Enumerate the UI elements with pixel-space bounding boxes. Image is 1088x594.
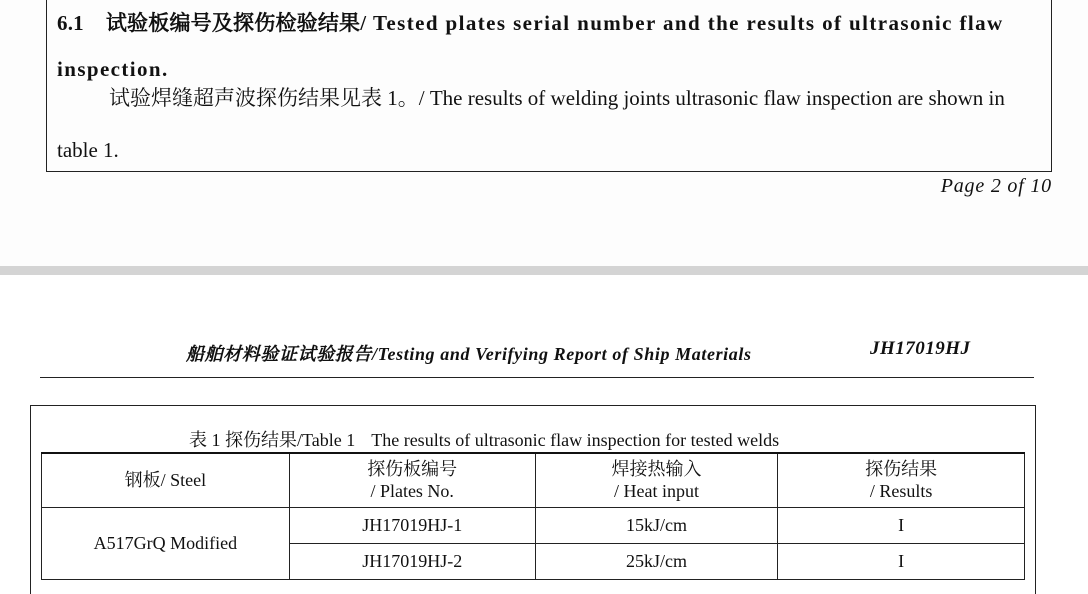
section-title-cn: 试验板编号及探伤检验结果/	[105, 11, 367, 35]
table-caption	[189, 426, 779, 452]
header-results-en: / Results	[869, 481, 933, 502]
section-body-text: 试验焊缝超声波探伤结果见表 1。/ The results of welding joints ultrasonic flaw inspection are shown in table 1.	[57, 86, 1005, 162]
cell-heat-input: 25kJ/cm	[535, 543, 778, 579]
next-page-fragment	[0, 275, 1088, 594]
cell-plate: JH17019HJ-1	[289, 507, 535, 543]
header-steel-label: 钢板/ Steel	[124, 470, 207, 491]
header-rule	[40, 377, 1034, 378]
running-header: 船舶材料验证试验报告/Testing and Verifying Report of Ship Materials	[186, 344, 752, 364]
header-heat-en: / Heat input	[614, 481, 699, 502]
header-plates-no	[289, 453, 535, 507]
table-caption-cn: 表 1 探伤结果/Table 1	[189, 430, 356, 450]
report-code: JH17019HJ	[870, 338, 971, 359]
cell-steel: A517GrQ Modified	[42, 507, 290, 579]
table-row	[42, 507, 1025, 543]
cell-plate: JH17019HJ-2	[289, 543, 535, 579]
header-results-cn: 探伤结果	[865, 459, 938, 480]
table-frame	[30, 405, 1036, 594]
section-title-en: Tested plates serial number and the results of ultrasonic flaw inspection.	[57, 11, 1004, 81]
header-plates-cn: 探伤板编号	[367, 459, 458, 480]
header-heat-input	[535, 453, 778, 507]
cell-result: I	[778, 543, 1025, 579]
page-number: Page 2 of 10	[940, 175, 1052, 197]
cell-result: I	[778, 507, 1025, 543]
page-separator	[0, 266, 1088, 275]
section-box	[46, 0, 1052, 172]
header-plates-en: / Plates No.	[370, 481, 454, 502]
header-heat-cn: 焊接热输入	[611, 459, 702, 480]
header-results	[778, 453, 1025, 507]
table-header-row	[42, 453, 1025, 507]
flaw-inspection-table	[41, 452, 1025, 580]
header-steel	[42, 453, 290, 507]
previous-page-fragment	[0, 0, 1088, 266]
section-number: 6.1	[57, 11, 84, 35]
cell-heat-input: 15kJ/cm	[535, 507, 778, 543]
table-caption-en: The results of ultrasonic flaw inspection for tested welds	[371, 430, 780, 450]
